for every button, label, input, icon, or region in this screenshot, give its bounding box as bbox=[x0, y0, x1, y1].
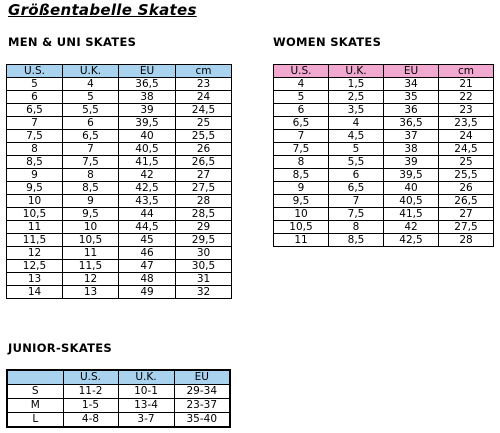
page-title: Größentabelle Skates bbox=[8, 1, 197, 19]
women-col-header: U.K. bbox=[329, 65, 384, 78]
women-cell: 1,5 bbox=[329, 78, 384, 91]
men-cell: 7 bbox=[63, 143, 119, 156]
women-cell: 2,5 bbox=[329, 91, 384, 104]
table-row bbox=[7, 117, 232, 130]
women-cell: 28 bbox=[439, 234, 494, 247]
junior-cell: 23-37 bbox=[174, 399, 230, 413]
table-row bbox=[7, 221, 232, 234]
men-col-header: EU bbox=[119, 65, 176, 78]
men-cell: 39,5 bbox=[119, 117, 176, 130]
men-cell: 27 bbox=[176, 169, 232, 182]
women-cell: 41,5 bbox=[384, 208, 439, 221]
junior-col-header bbox=[7, 370, 63, 385]
junior-cell: 1-5 bbox=[63, 399, 118, 413]
table-row bbox=[274, 195, 494, 208]
women-cell: 34 bbox=[384, 78, 439, 91]
men-cell: 39 bbox=[119, 104, 176, 117]
men-cell: 26 bbox=[176, 143, 232, 156]
women-cell: 42 bbox=[384, 221, 439, 234]
men-cell: 44,5 bbox=[119, 221, 176, 234]
women-cell: 10,5 bbox=[274, 221, 329, 234]
table-row bbox=[7, 143, 232, 156]
women-cell: 36,5 bbox=[384, 117, 439, 130]
men-cell: 32 bbox=[176, 286, 232, 299]
junior-cell: M bbox=[7, 399, 63, 413]
men-cell: 41,5 bbox=[119, 156, 176, 169]
junior-body bbox=[7, 385, 230, 428]
table-row bbox=[274, 169, 494, 182]
women-cell: 25,5 bbox=[439, 169, 494, 182]
men-col-header: U.K. bbox=[63, 65, 119, 78]
women-size-table bbox=[273, 64, 494, 247]
women-cell: 24,5 bbox=[439, 143, 494, 156]
men-cell: 9 bbox=[63, 195, 119, 208]
table-row bbox=[274, 221, 494, 234]
men-size-table bbox=[6, 64, 232, 299]
women-cell: 7 bbox=[329, 195, 384, 208]
men-cell: 48 bbox=[119, 273, 176, 286]
table-row bbox=[274, 117, 494, 130]
men-cell: 6,5 bbox=[63, 130, 119, 143]
men-cell: 40 bbox=[119, 130, 176, 143]
men-cell: 24,5 bbox=[176, 104, 232, 117]
men-cell: 6,5 bbox=[7, 104, 63, 117]
women-cell: 26 bbox=[439, 182, 494, 195]
women-cell: 6 bbox=[329, 169, 384, 182]
junior-col-header: U.K. bbox=[118, 370, 174, 385]
men-cell: 4 bbox=[63, 78, 119, 91]
table-row bbox=[7, 286, 232, 299]
table-row bbox=[7, 385, 230, 399]
men-cell: 10,5 bbox=[63, 234, 119, 247]
men-cell: 8,5 bbox=[63, 182, 119, 195]
men-cell: 13 bbox=[7, 273, 63, 286]
men-cell: 6 bbox=[7, 91, 63, 104]
table-row bbox=[274, 104, 494, 117]
women-col-header: cm bbox=[439, 65, 494, 78]
women-cell: 5,5 bbox=[329, 156, 384, 169]
men-heading: MEN & UNI SKATES bbox=[8, 35, 137, 49]
table-row bbox=[274, 156, 494, 169]
men-cell: 38 bbox=[119, 91, 176, 104]
men-cell: 5 bbox=[63, 91, 119, 104]
junior-cell: 3-7 bbox=[118, 413, 174, 428]
men-cell: 36,5 bbox=[119, 78, 176, 91]
table-row bbox=[7, 78, 232, 91]
junior-cell: 4-8 bbox=[63, 413, 118, 428]
women-cell: 24 bbox=[439, 130, 494, 143]
men-cell: 8,5 bbox=[7, 156, 63, 169]
table-row bbox=[7, 156, 232, 169]
junior-col-header: U.S. bbox=[63, 370, 118, 385]
table-row bbox=[274, 130, 494, 143]
men-cell: 31 bbox=[176, 273, 232, 286]
men-cell: 44 bbox=[119, 208, 176, 221]
table-row bbox=[7, 104, 232, 117]
men-cell: 11,5 bbox=[63, 260, 119, 273]
men-cell: 9,5 bbox=[63, 208, 119, 221]
women-cell: 40 bbox=[384, 182, 439, 195]
men-body bbox=[7, 78, 232, 299]
women-heading: WOMEN SKATES bbox=[273, 35, 382, 49]
junior-cell: 10-1 bbox=[118, 385, 174, 399]
women-cell: 40,5 bbox=[384, 195, 439, 208]
junior-col-header: EU bbox=[174, 370, 230, 385]
men-cell: 49 bbox=[119, 286, 176, 299]
women-cell: 4,5 bbox=[329, 130, 384, 143]
men-cell: 7,5 bbox=[7, 130, 63, 143]
women-cell: 7,5 bbox=[329, 208, 384, 221]
women-cell: 42,5 bbox=[384, 234, 439, 247]
women-cell: 36 bbox=[384, 104, 439, 117]
women-cell: 9 bbox=[274, 182, 329, 195]
men-cell: 11 bbox=[7, 221, 63, 234]
women-cell: 23 bbox=[439, 104, 494, 117]
junior-cell: L bbox=[7, 413, 63, 428]
women-cell: 37 bbox=[384, 130, 439, 143]
men-cell: 27,5 bbox=[176, 182, 232, 195]
table-row bbox=[7, 413, 230, 428]
men-cell: 42 bbox=[119, 169, 176, 182]
women-col-header: U.S. bbox=[274, 65, 329, 78]
men-cell: 30,5 bbox=[176, 260, 232, 273]
men-cell: 7,5 bbox=[63, 156, 119, 169]
women-cell: 7,5 bbox=[274, 143, 329, 156]
men-cell: 5,5 bbox=[63, 104, 119, 117]
table-row bbox=[274, 143, 494, 156]
men-cell: 28,5 bbox=[176, 208, 232, 221]
table-row bbox=[7, 195, 232, 208]
women-cell: 23,5 bbox=[439, 117, 494, 130]
junior-cell: 11-2 bbox=[63, 385, 118, 399]
junior-cell: 35-40 bbox=[174, 413, 230, 428]
women-cell: 35 bbox=[384, 91, 439, 104]
women-cell: 4 bbox=[274, 78, 329, 91]
table-row bbox=[274, 182, 494, 195]
men-header-row bbox=[7, 65, 232, 78]
junior-cell: 13-4 bbox=[118, 399, 174, 413]
women-cell: 6,5 bbox=[274, 117, 329, 130]
women-cell: 38 bbox=[384, 143, 439, 156]
men-cell: 25,5 bbox=[176, 130, 232, 143]
men-cell: 9,5 bbox=[7, 182, 63, 195]
women-cell: 8,5 bbox=[274, 169, 329, 182]
junior-cell: S bbox=[7, 385, 63, 399]
table-row bbox=[7, 273, 232, 286]
table-row bbox=[7, 130, 232, 143]
women-cell: 8 bbox=[329, 221, 384, 234]
men-cell: 43,5 bbox=[119, 195, 176, 208]
women-cell: 26,5 bbox=[439, 195, 494, 208]
table-row bbox=[274, 78, 494, 91]
women-cell: 10 bbox=[274, 208, 329, 221]
men-cell: 10,5 bbox=[7, 208, 63, 221]
women-cell: 7 bbox=[274, 130, 329, 143]
men-cell: 40,5 bbox=[119, 143, 176, 156]
women-cell: 9,5 bbox=[274, 195, 329, 208]
men-cell: 47 bbox=[119, 260, 176, 273]
men-cell: 12 bbox=[7, 247, 63, 260]
table-row bbox=[7, 208, 232, 221]
women-cell: 5 bbox=[329, 143, 384, 156]
men-cell: 5 bbox=[7, 78, 63, 91]
women-cell: 27 bbox=[439, 208, 494, 221]
men-cell: 29,5 bbox=[176, 234, 232, 247]
men-cell: 28 bbox=[176, 195, 232, 208]
men-cell: 46 bbox=[119, 247, 176, 260]
men-cell: 13 bbox=[63, 286, 119, 299]
men-cell: 26,5 bbox=[176, 156, 232, 169]
men-cell: 42,5 bbox=[119, 182, 176, 195]
men-cell: 10 bbox=[7, 195, 63, 208]
table-row bbox=[7, 182, 232, 195]
men-cell: 7 bbox=[7, 117, 63, 130]
table-row bbox=[274, 91, 494, 104]
women-cell: 6,5 bbox=[329, 182, 384, 195]
women-cell: 4 bbox=[329, 117, 384, 130]
table-row bbox=[274, 234, 494, 247]
junior-heading: JUNIOR-SKATES bbox=[8, 341, 113, 355]
men-cell: 8 bbox=[7, 143, 63, 156]
men-cell: 23 bbox=[176, 78, 232, 91]
table-row bbox=[7, 169, 232, 182]
men-col-header: cm bbox=[176, 65, 232, 78]
women-cell: 22 bbox=[439, 91, 494, 104]
junior-size-table bbox=[6, 369, 231, 428]
men-cell: 12,5 bbox=[7, 260, 63, 273]
women-cell: 5 bbox=[274, 91, 329, 104]
men-cell: 30 bbox=[176, 247, 232, 260]
women-cell: 3,5 bbox=[329, 104, 384, 117]
men-cell: 6 bbox=[63, 117, 119, 130]
men-cell: 9 bbox=[7, 169, 63, 182]
women-cell: 6 bbox=[274, 104, 329, 117]
women-cell: 11 bbox=[274, 234, 329, 247]
table-row bbox=[274, 208, 494, 221]
table-row bbox=[7, 91, 232, 104]
women-cell: 8 bbox=[274, 156, 329, 169]
men-cell: 45 bbox=[119, 234, 176, 247]
men-cell: 25 bbox=[176, 117, 232, 130]
women-cell: 21 bbox=[439, 78, 494, 91]
men-cell: 11,5 bbox=[7, 234, 63, 247]
men-cell: 24 bbox=[176, 91, 232, 104]
men-cell: 12 bbox=[63, 273, 119, 286]
table-row bbox=[7, 234, 232, 247]
table-row bbox=[7, 247, 232, 260]
women-body bbox=[274, 78, 494, 247]
men-cell: 29 bbox=[176, 221, 232, 234]
men-col-header: U.S. bbox=[7, 65, 63, 78]
men-cell: 11 bbox=[63, 247, 119, 260]
women-col-header: EU bbox=[384, 65, 439, 78]
women-cell: 27,5 bbox=[439, 221, 494, 234]
women-cell: 25 bbox=[439, 156, 494, 169]
table-row bbox=[7, 260, 232, 273]
junior-header-row bbox=[7, 370, 230, 385]
junior-cell: 29-34 bbox=[174, 385, 230, 399]
women-cell: 39,5 bbox=[384, 169, 439, 182]
table-row bbox=[7, 399, 230, 413]
men-cell: 14 bbox=[7, 286, 63, 299]
men-cell: 10 bbox=[63, 221, 119, 234]
women-cell: 8,5 bbox=[329, 234, 384, 247]
women-header-row bbox=[274, 65, 494, 78]
men-cell: 8 bbox=[63, 169, 119, 182]
women-cell: 39 bbox=[384, 156, 439, 169]
